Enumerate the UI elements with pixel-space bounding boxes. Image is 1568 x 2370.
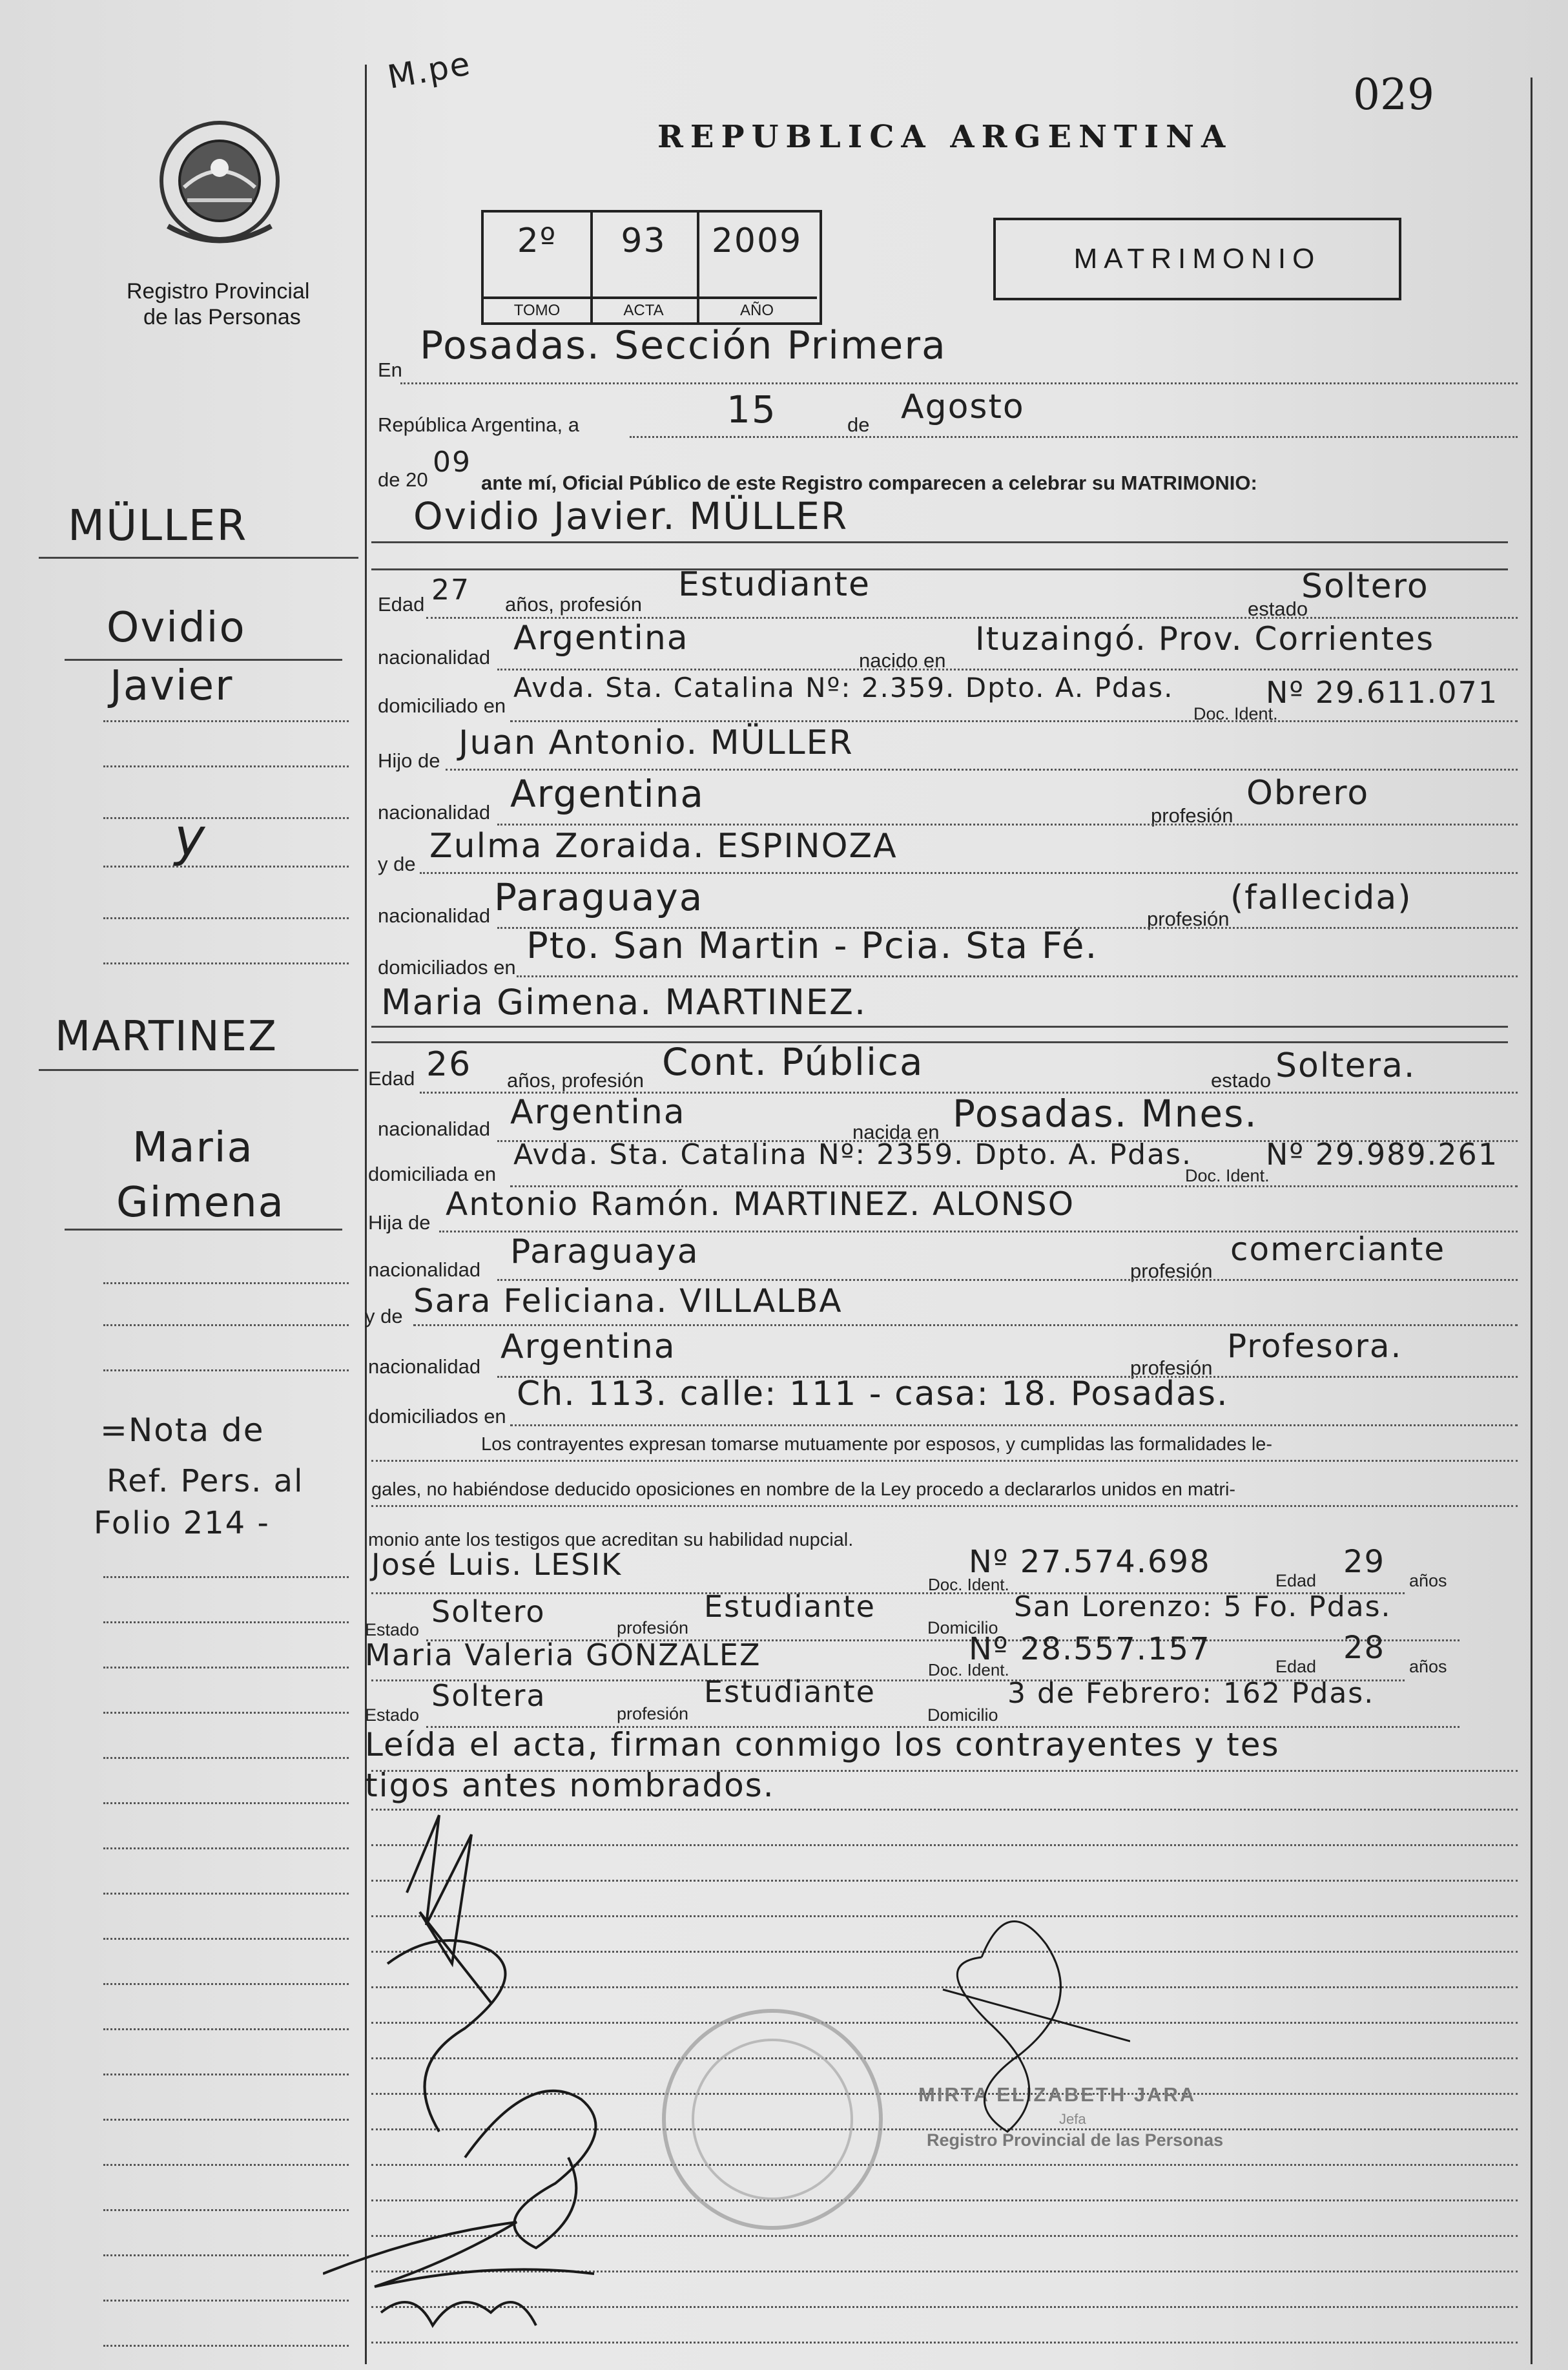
margin-bride-name1: Maria: [132, 1124, 254, 1172]
witness2-estado-label: Estado: [365, 1705, 420, 1725]
right-rule: [1531, 78, 1532, 2364]
groom-estado: Soltero: [1301, 567, 1429, 606]
bride-profession: Cont. Pública: [662, 1040, 924, 1084]
witness2-profession: Estudiante: [704, 1674, 876, 1709]
groom-father: Juan Antonio. MÜLLER: [459, 723, 854, 762]
page-number: 029: [1353, 70, 1434, 120]
bride-hija-label: Hija de: [368, 1211, 431, 1234]
bride-parents-dom: Ch. 113. calle: 111 - casa: 18. Posadas.: [517, 1375, 1229, 1413]
official-office: Registro Provincial de las Personas: [927, 2130, 1224, 2150]
margin-groom-name2: Javier: [110, 662, 234, 710]
record-boxes: [481, 210, 822, 325]
groom-edad-label: Edad: [378, 593, 425, 616]
groom-doc-label: Doc. Ident.: [1193, 704, 1278, 723]
bride-nationality: Argentina: [510, 1093, 686, 1132]
groom-father-nat: Argentina: [510, 772, 705, 816]
closing-line-2: tigos antes nombrados.: [365, 1767, 775, 1804]
witness1-address: San Lorenzo: 5 Fo. Pdas.: [1014, 1590, 1392, 1623]
groom-parents-dom: Pto. San Martin - Pcia. Sta Fé.: [526, 925, 1099, 967]
bride-estado: Soltera.: [1275, 1046, 1416, 1085]
acta-value: 93: [621, 222, 666, 260]
witness1-estado-label: Estado: [365, 1620, 420, 1639]
groom-nationality: Argentina: [513, 619, 689, 658]
groom-birthplace: Ituzaingó. Prov. Corrientes: [975, 620, 1435, 658]
groom-mother: Zulma Zoraida. ESPINOZA: [429, 827, 898, 866]
bride-nacida-label: nacida en: [852, 1121, 940, 1143]
bride-yde-label: y de: [365, 1305, 403, 1327]
bride-father: Antonio Ramón. MARTINEZ. ALONSO: [446, 1185, 1075, 1223]
official-name: MIRTA ELIZABETH JARA: [918, 2083, 1197, 2106]
witness1-doc: Nº 27.574.698: [969, 1544, 1211, 1580]
bride-full-name: Maria Gimena. MARTINEZ.: [381, 982, 867, 1023]
groom-parents-dom-label: domiciliados en: [378, 956, 516, 979]
bride-father-nat-label: nacionalidad: [368, 1258, 481, 1281]
bride-mother-nat-label: nacionalidad: [368, 1355, 481, 1378]
witness1-edad-label: Edad: [1275, 1571, 1317, 1590]
official-title: Jefa: [1059, 2111, 1086, 2127]
groom-profession: Estudiante: [678, 565, 871, 604]
tomo-value: 2º: [517, 222, 557, 260]
groom-father-nat-label: nacionalidad: [378, 801, 491, 824]
groom-father-prof: Obrero: [1246, 774, 1370, 813]
registry-name-1: Registro Provincial: [127, 279, 310, 304]
de-label: de: [847, 413, 870, 436]
margin-groom-name1: Ovidio: [107, 604, 246, 652]
witness2-doc: Nº 28.557.157: [969, 1631, 1211, 1667]
groom-father-prof-label: profesión: [1151, 804, 1233, 827]
groom-full-name: Ovidio Javier. MÜLLER: [413, 494, 849, 538]
witness1-dom-label: Domicilio: [927, 1618, 998, 1637]
signatures: [323, 1796, 1130, 2351]
bride-address: Avda. Sta. Catalina Nº: 2359. Dpto. A. Pdas.: [513, 1138, 1192, 1171]
legal-line-3: monio ante los testigos que acreditan su habilidad nupcial.: [368, 1530, 854, 1550]
place: Posadas. Sección Primera: [420, 323, 947, 368]
witness1-profession: Estudiante: [704, 1589, 876, 1624]
groom-anos-prof-label: años, profesión: [505, 593, 642, 616]
margin-note-1: =Nota de: [100, 1411, 265, 1449]
registry-name-2: de las Personas: [143, 305, 301, 329]
margin-note-2: Ref. Pers. al: [107, 1463, 304, 1499]
bride-doc: Nº 29.989.261: [1266, 1137, 1499, 1172]
legal-line-2: gales, no habiéndose deducido oposiciones en nombre de la Ley procedo a declararlos unidos en matri-: [371, 1479, 1236, 1500]
document-type-box: MATRIMONIO: [993, 218, 1401, 300]
day: 15: [727, 388, 777, 431]
year-prefix: de 20: [378, 468, 428, 491]
province-seal: [155, 116, 284, 258]
margin-bride-name2: Gimena: [116, 1179, 285, 1227]
witness2-age: 28: [1343, 1630, 1386, 1666]
witness1-estado: Soltero: [431, 1594, 546, 1629]
top-scribble: M.pe: [384, 45, 474, 96]
groom-nacido-label: nacido en: [859, 649, 946, 672]
month: Agosto: [901, 388, 1025, 426]
groom-mother-nat: Paraguaya: [494, 875, 704, 919]
bride-dom-label: domiciliada en: [368, 1163, 497, 1185]
bride-mother-prof: Profesora.: [1227, 1327, 1403, 1365]
groom-address: Avda. Sta. Catalina Nº: 2.359. Dpto. A. Pdas.: [513, 672, 1174, 703]
witness2-edad-label: Edad: [1275, 1657, 1317, 1676]
witness1-age: 29: [1343, 1544, 1386, 1580]
republica-label: República Argentina, a: [378, 413, 579, 436]
ano-label: AÑO: [697, 296, 817, 322]
groom-doc: Nº 29.611.071: [1266, 675, 1499, 710]
bride-mother-nat: Argentina: [500, 1327, 676, 1366]
en-label: En: [378, 359, 402, 381]
groom-estado-label: estado: [1248, 598, 1308, 620]
witness1-doc-label: Doc. Ident.: [928, 1575, 1009, 1594]
closing-line-1: Leída el acta, firman conmigo los contrayentes y tes: [365, 1726, 1280, 1763]
country-title: REPUBLICA ARGENTINA: [657, 119, 1233, 155]
groom-hijo-label: Hijo de: [378, 749, 440, 772]
witness2-anos-label: años: [1409, 1657, 1447, 1676]
witness2-estado: Soltera: [431, 1678, 546, 1713]
acta-cell: [590, 213, 699, 322]
witness1-anos-label: años: [1409, 1571, 1447, 1590]
margin-and-symbol: y: [174, 807, 207, 868]
bride-nac-label: nacionalidad: [378, 1117, 491, 1140]
groom-age: 27: [431, 574, 470, 607]
bride-mother-prof-label: profesión: [1130, 1357, 1213, 1379]
margin-note-3: Folio 214 -: [94, 1505, 270, 1541]
ano-value: 2009: [711, 222, 803, 260]
groom-mother-nat-label: nacionalidad: [378, 904, 491, 927]
bride-edad-label: Edad: [368, 1067, 415, 1090]
bride-anos-prof-label: años, profesión: [507, 1069, 644, 1092]
groom-dom-label: domiciliado en: [378, 694, 506, 717]
ano-cell: [697, 213, 817, 322]
witness1-name: José Luis. LESIK: [371, 1547, 623, 1582]
witness1-prof-label: profesión: [617, 1618, 689, 1637]
tomo-cell: [484, 213, 593, 322]
witness2-dom-label: Domicilio: [927, 1705, 998, 1725]
witness2-prof-label: profesión: [617, 1704, 689, 1723]
groom-yde-label: y de: [378, 853, 416, 875]
acta-label: ACTA: [590, 296, 697, 322]
bride-father-nat: Paraguaya: [510, 1232, 699, 1271]
bride-birthplace: Posadas. Mnes.: [953, 1092, 1258, 1136]
bride-father-prof: comerciante: [1230, 1231, 1446, 1268]
groom-mother-prof-label: profesión: [1147, 908, 1230, 930]
tomo-label: TOMO: [484, 296, 590, 322]
legal-line-1: Los contrayentes expresan tomarse mutuamente por esposos, y cumplidas las formalidades le-: [481, 1434, 1273, 1455]
groom-mother-prof: (fallecida): [1230, 878, 1412, 917]
bride-mother: Sara Feliciana. VILLALBA: [413, 1282, 843, 1320]
bride-estado-label: estado: [1211, 1069, 1272, 1092]
margin-bride-surname: MARTINEZ: [55, 1013, 278, 1061]
witness2-doc-label: Doc. Ident.: [928, 1660, 1009, 1679]
margin-groom-surname: MÜLLER: [68, 501, 248, 550]
bride-father-prof-label: profesión: [1130, 1260, 1213, 1282]
witness2-address: 3 de Febrero: 162 Pdas.: [1007, 1677, 1375, 1710]
bride-age: 26: [426, 1045, 472, 1084]
bride-doc-label: Doc. Ident.: [1185, 1166, 1270, 1185]
intro-text: ante mí, Oficial Público de este Registro comparecen a celebrar su MATRIMONIO:: [481, 472, 1257, 494]
witness2-name: Maria Valeria GONZALEZ: [365, 1637, 761, 1672]
year-suffix: 09: [433, 446, 471, 479]
bride-parents-dom-label: domiciliados en: [368, 1405, 506, 1428]
groom-nac-label: nacionalidad: [378, 646, 491, 669]
